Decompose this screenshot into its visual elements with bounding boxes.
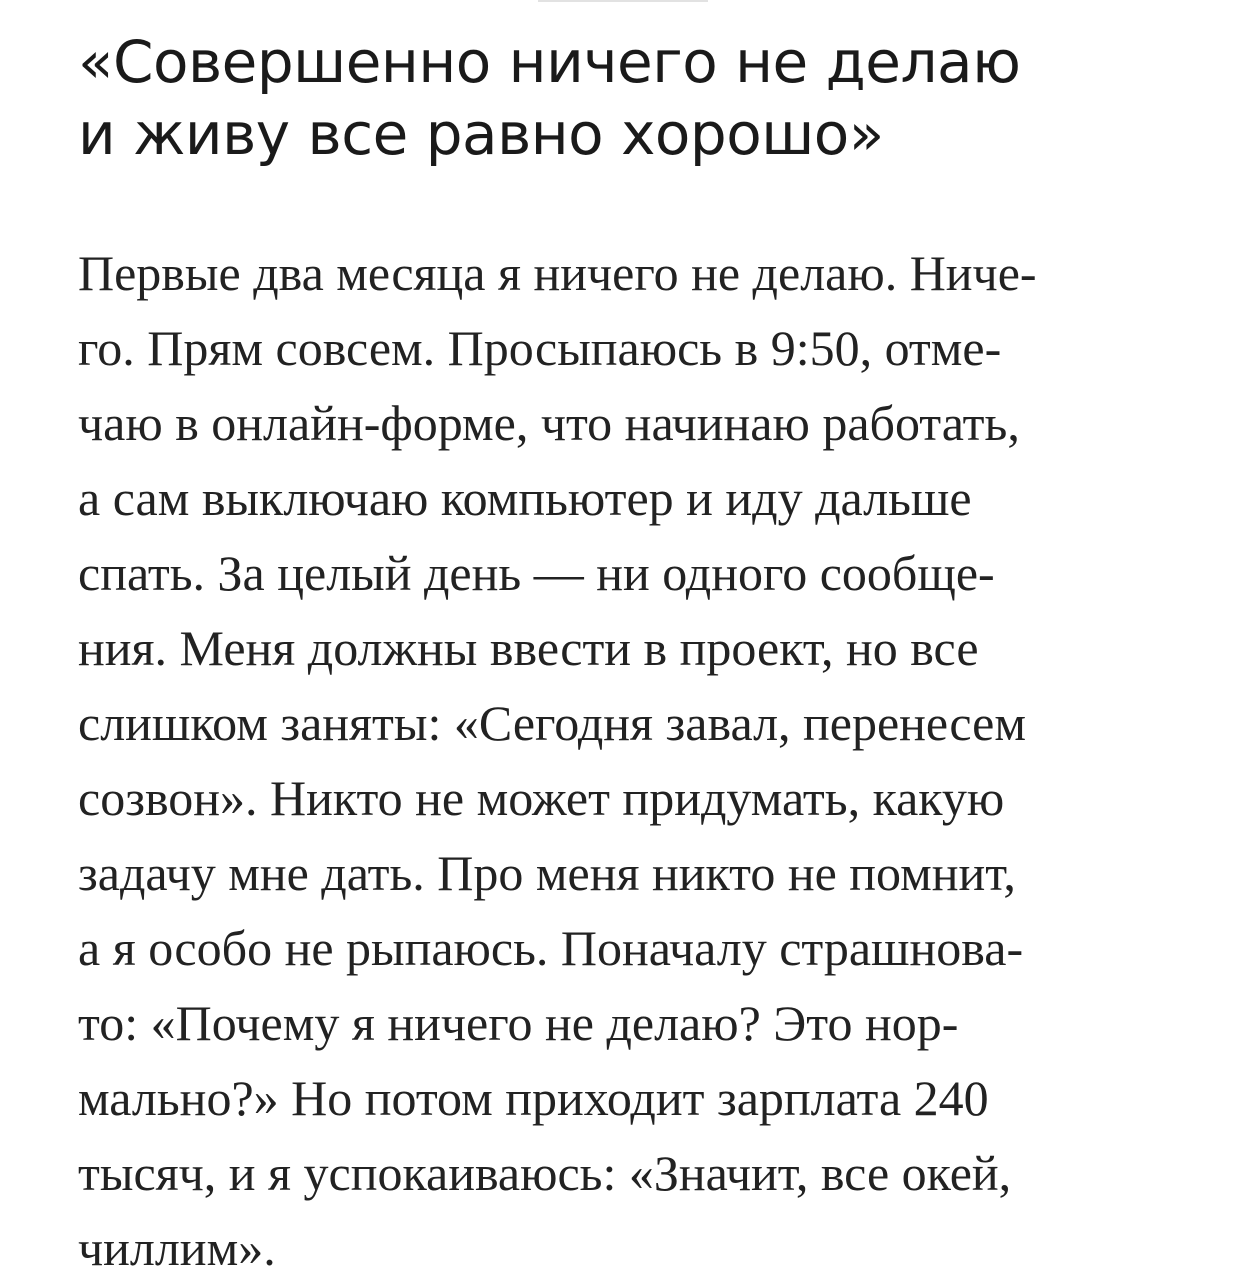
article-paragraph [78,236,1198,1286]
paragraph-line: чиллим». [78,1220,276,1276]
paragraph-line: а сам выключаю компьютер и иду дальше [78,470,972,526]
paragraph-line: то: «Почему я ничего не делаю? Это нор- [78,995,959,1051]
top-divider [538,0,708,2]
paragraph-line: слишком заняты: «Сегодня завал, перенесем [78,695,1026,751]
heading-line: и живу все равно хорошо» [78,100,884,168]
article-heading [78,26,1178,170]
paragraph-line: мально?» Но потом приходит зарплата 240 [78,1070,989,1126]
paragraph-line: чаю в онлайн-форме, что начинаю работать, [78,395,1020,451]
paragraph-line: Первые два месяца я ничего не делаю. Ниче- [78,245,1037,301]
paragraph-line: тысяч, и я успокаиваюсь: «Значит, все окей, [78,1145,1012,1201]
heading-line: «Совершенно ничего не делаю [78,28,1021,96]
paragraph-line: го. Прям совсем. Просыпаюсь в 9:50, отме- [78,320,1002,376]
paragraph-line: задачу мне дать. Про меня никто не помнит, [78,845,1016,901]
paragraph-line: а я особо не рыпаюсь. Поначалу страшнова- [78,920,1024,976]
paragraph-line: спать. За целый день — ни одного сообще- [78,545,995,601]
paragraph-line: ния. Меня должны ввести в проект, но все [78,620,979,676]
paragraph-line: созвон». Никто не может придумать, какую [78,770,1005,826]
